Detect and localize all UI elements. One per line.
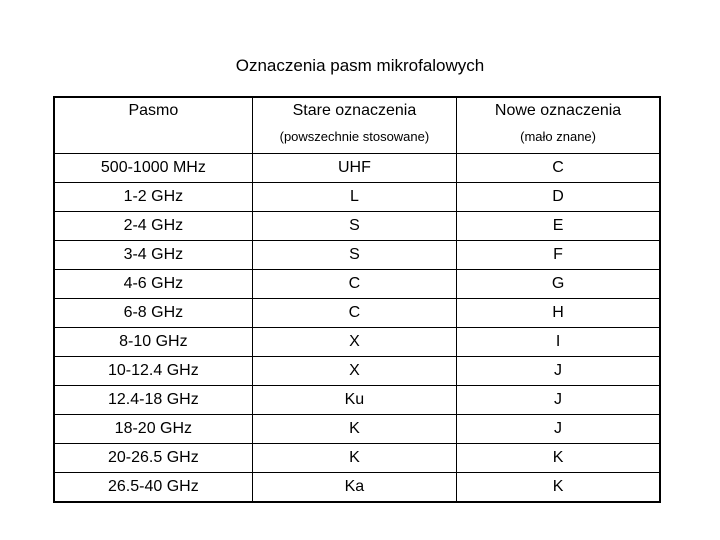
old-designation-cell: UHF [252,154,456,183]
table-row [54,444,660,473]
new-designation-cell: J [457,357,660,386]
old-designation-cell: L [252,183,456,212]
table-row [54,357,660,386]
table-row [54,386,660,415]
header-label: Pasmo [128,102,179,119]
old-designation-cell: K [252,444,456,473]
table-row [54,473,660,503]
table-row [54,299,660,328]
new-designation-cell: H [457,299,660,328]
new-designation-cell: K [457,473,660,503]
band-cell: 500-1000 MHz [54,154,252,183]
band-cell: 26.5-40 GHz [54,473,252,503]
old-designation-cell: Ka [252,473,456,503]
new-designation-cell: J [457,415,660,444]
new-designation-cell: C [457,154,660,183]
band-cell: 3-4 GHz [54,241,252,270]
old-designation-cell: S [252,241,456,270]
header-sublabel: (powszechnie stosowane) [279,129,430,144]
header-label: Nowe oznaczenia [494,102,622,119]
new-designation-cell: K [457,444,660,473]
old-designation-cell: C [252,270,456,299]
old-designation-cell: Ku [252,386,456,415]
band-cell: 6-8 GHz [54,299,252,328]
table-title: Oznaczenia pasm mikrofalowych [235,56,485,75]
microwave-bands-table [53,96,661,503]
table-row [54,415,660,444]
new-designation-cell: E [457,212,660,241]
old-designation-cell: S [252,212,456,241]
table-row [54,241,660,270]
header-row [54,97,660,154]
header-band [54,97,252,154]
header-new-designation [457,97,660,154]
old-designation-cell: K [252,415,456,444]
band-cell: 2-4 GHz [54,212,252,241]
band-cell: 20-26.5 GHz [54,444,252,473]
header-label: Stare oznaczenia [292,102,417,119]
new-designation-cell: I [457,328,660,357]
old-designation-cell: C [252,299,456,328]
band-cell: 18-20 GHz [54,415,252,444]
band-cell: 1-2 GHz [54,183,252,212]
new-designation-cell: D [457,183,660,212]
header-old-designation [252,97,456,154]
old-designation-cell: X [252,328,456,357]
header-sublabel: (mało znane) [520,129,596,144]
old-designation-cell: X [252,357,456,386]
new-designation-cell: F [457,241,660,270]
band-cell: 12.4-18 GHz [54,386,252,415]
band-cell: 10-12.4 GHz [54,357,252,386]
band-cell: 8-10 GHz [54,328,252,357]
table-row [54,154,660,183]
band-cell: 4-6 GHz [54,270,252,299]
table-row [54,212,660,241]
table-row [54,328,660,357]
table-row [54,183,660,212]
new-designation-cell: G [457,270,660,299]
new-designation-cell: J [457,386,660,415]
table-row [54,270,660,299]
